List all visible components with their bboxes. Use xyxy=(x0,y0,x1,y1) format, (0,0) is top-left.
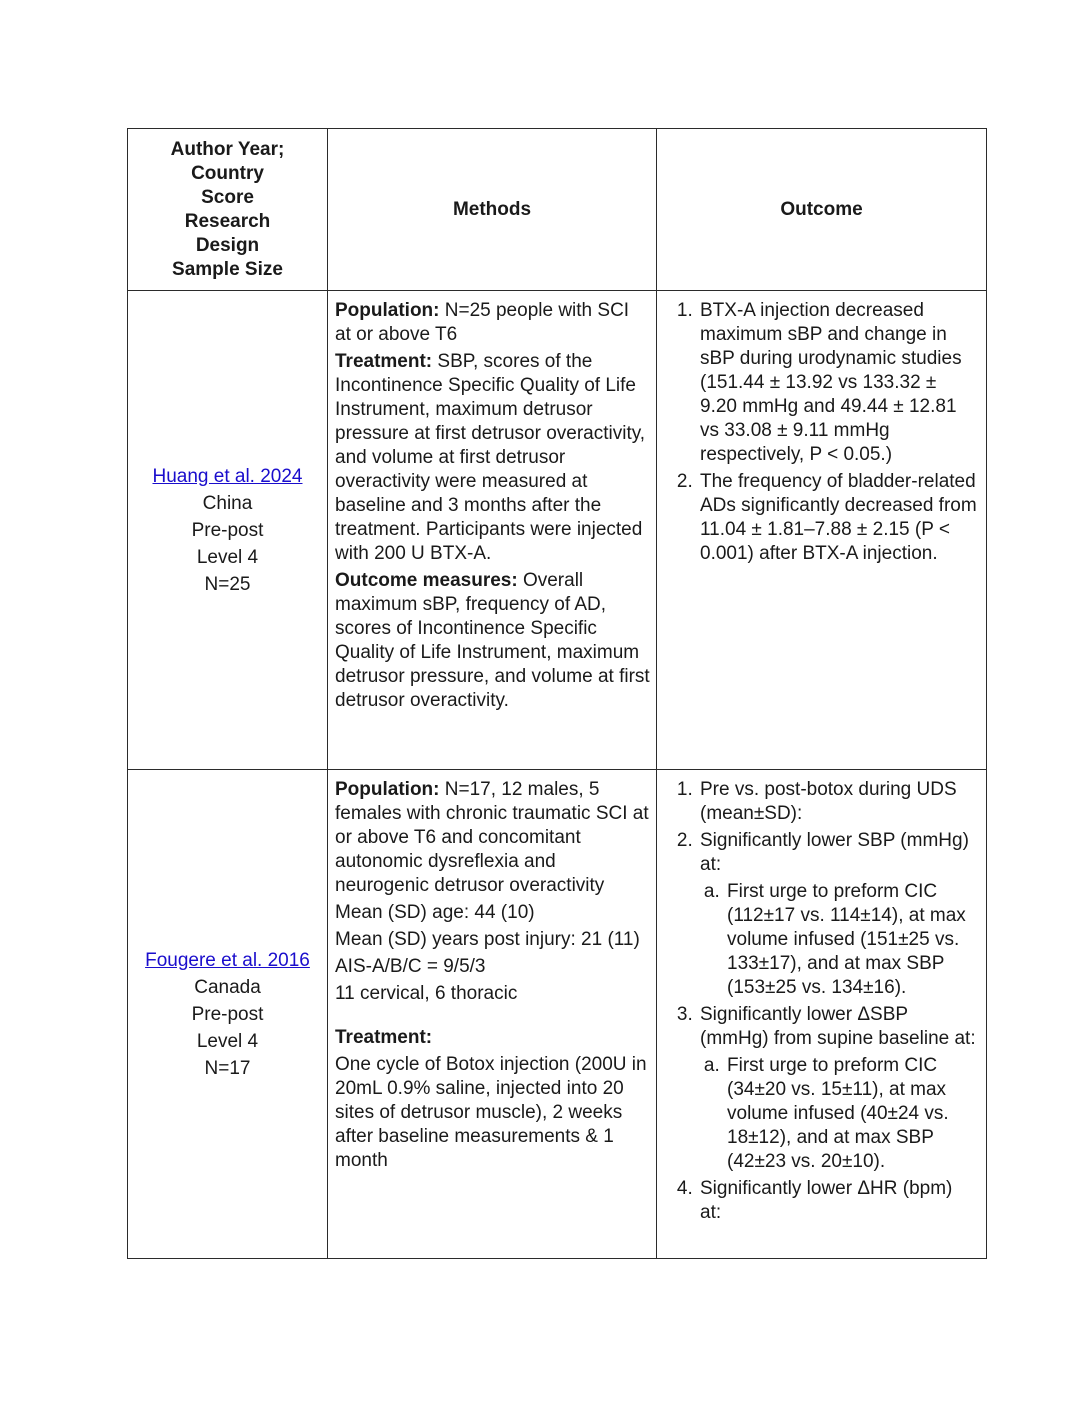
years-post-injury-text: Mean (SD) years post injury: 21 (11) xyxy=(335,929,640,950)
outcome-cell xyxy=(657,291,987,770)
outcome-list xyxy=(671,299,978,566)
study-link[interactable]: Fougere et al. 2016 xyxy=(145,949,310,971)
header-methods: Methods xyxy=(328,129,657,291)
sub-list xyxy=(700,880,978,1000)
header-outcome: Outcome xyxy=(657,129,987,291)
study-score: Level 4 xyxy=(196,546,259,568)
population-text: Population: N=25 people with SCI at or above T6 xyxy=(335,300,630,345)
outcome-measures-text: Outcome measures: Overall maximum sBP, frequency of AD, scores of Incontinence Specific Quality of Life Instrument, maximum detrusor pressure, and volume at first detrusor overactivity. xyxy=(335,570,650,711)
evidence-table xyxy=(127,128,987,1259)
study-design: Pre-post xyxy=(191,519,264,541)
methods-cell xyxy=(328,770,657,1259)
list-item: 2. The frequency of bladder-related ADs significantly decreased from 11.04 ± 1.81–7.88 ± 2.15 (P < 0.001) after BTX-A injection. xyxy=(698,470,978,566)
study-score: Level 4 xyxy=(196,1030,259,1052)
treatment-text: One cycle of Botox injection (200U in 20mL 0.9% saline, injected into 20 sites of detrusor muscle), 2 weeks after baseline measurements & 1 month xyxy=(335,1054,647,1171)
treatment-label: Treatment: xyxy=(335,1027,433,1048)
study-sample-size: N=17 xyxy=(204,1057,251,1079)
injury-level-text: 11 cervical, 6 thoracic xyxy=(335,983,518,1004)
sub-list xyxy=(700,1054,978,1174)
table-header-row xyxy=(128,129,987,291)
list-item: 4. Significantly lower ΔHR (bpm) at: xyxy=(698,1177,978,1225)
sub-list-item: a. First urge to preform CIC (34±20 vs. 15±11), at max volume infused (40±24 vs. 18±12), and at max SBP (42±23 vs. 20±10). xyxy=(725,1054,978,1174)
study-cell xyxy=(128,291,328,770)
table-row xyxy=(128,770,987,1259)
study-sample-size: N=25 xyxy=(204,573,251,595)
list-item: 1. BTX-A injection decreased maximum sBP and change in sBP during urodynamic studies (151.44 ± 13.92 vs 133.32 ± 9.20 mmHg and 49.44 ± 12.81 vs 33.08 ± 9.11 mmHg respectively, P < 0.05.) xyxy=(698,299,978,467)
header-study-info: Author Year; Country Score Research Design Sample Size xyxy=(128,129,328,291)
outcome-cell xyxy=(657,770,987,1259)
study-country: Canada xyxy=(194,976,261,998)
study-cell xyxy=(128,770,328,1259)
list-item: 3. Significantly lower ΔSBP (mmHg) from supine baseline at: a. First urge to preform CIC (34±20 vs. 15±11), at max volume infused (40±24 vs. 18±12), and at max SBP (42±23 vs. 20±10). xyxy=(698,1003,978,1174)
population-text: Population: N=17, 12 males, 5 females with chronic traumatic SCI at or above T6 and concomitant autonomic dysreflexia and neurogenic detrusor overactivity xyxy=(335,779,649,896)
methods-cell xyxy=(328,291,657,770)
table-row xyxy=(128,291,987,770)
age-text: Mean (SD) age: 44 (10) xyxy=(335,902,535,923)
study-design: Pre-post xyxy=(191,1003,264,1025)
study-country: China xyxy=(202,492,253,514)
list-item: 1. Pre vs. post-botox during UDS (mean±SD): xyxy=(698,778,978,826)
ais-text: AIS-A/B/C = 9/5/3 xyxy=(335,956,486,977)
study-link[interactable]: Huang et al. 2024 xyxy=(152,465,303,487)
sub-list-item: a. First urge to preform CIC (112±17 vs. 114±14), at max volume infused (151±25 vs. 133±17), and at max SBP (153±25 vs. 134±16). xyxy=(725,880,978,1000)
outcome-list xyxy=(671,778,978,1225)
treatment-text: Treatment: SBP, scores of the Incontinence Specific Quality of Life Instrument, maximum detrusor pressure at first detrusor overactivity, and volume at first detrusor overactivity were measured at baseline and 3 months after the treatment. Participants were injected with 200 U BTX-A. xyxy=(335,351,646,564)
list-item: 2. Significantly lower SBP (mmHg) at: a. First urge to preform CIC (112±17 vs. 114±14), at max volume infused (151±25 vs. 133±17), and at max SBP (153±25 vs. 134±16). xyxy=(698,829,978,1000)
